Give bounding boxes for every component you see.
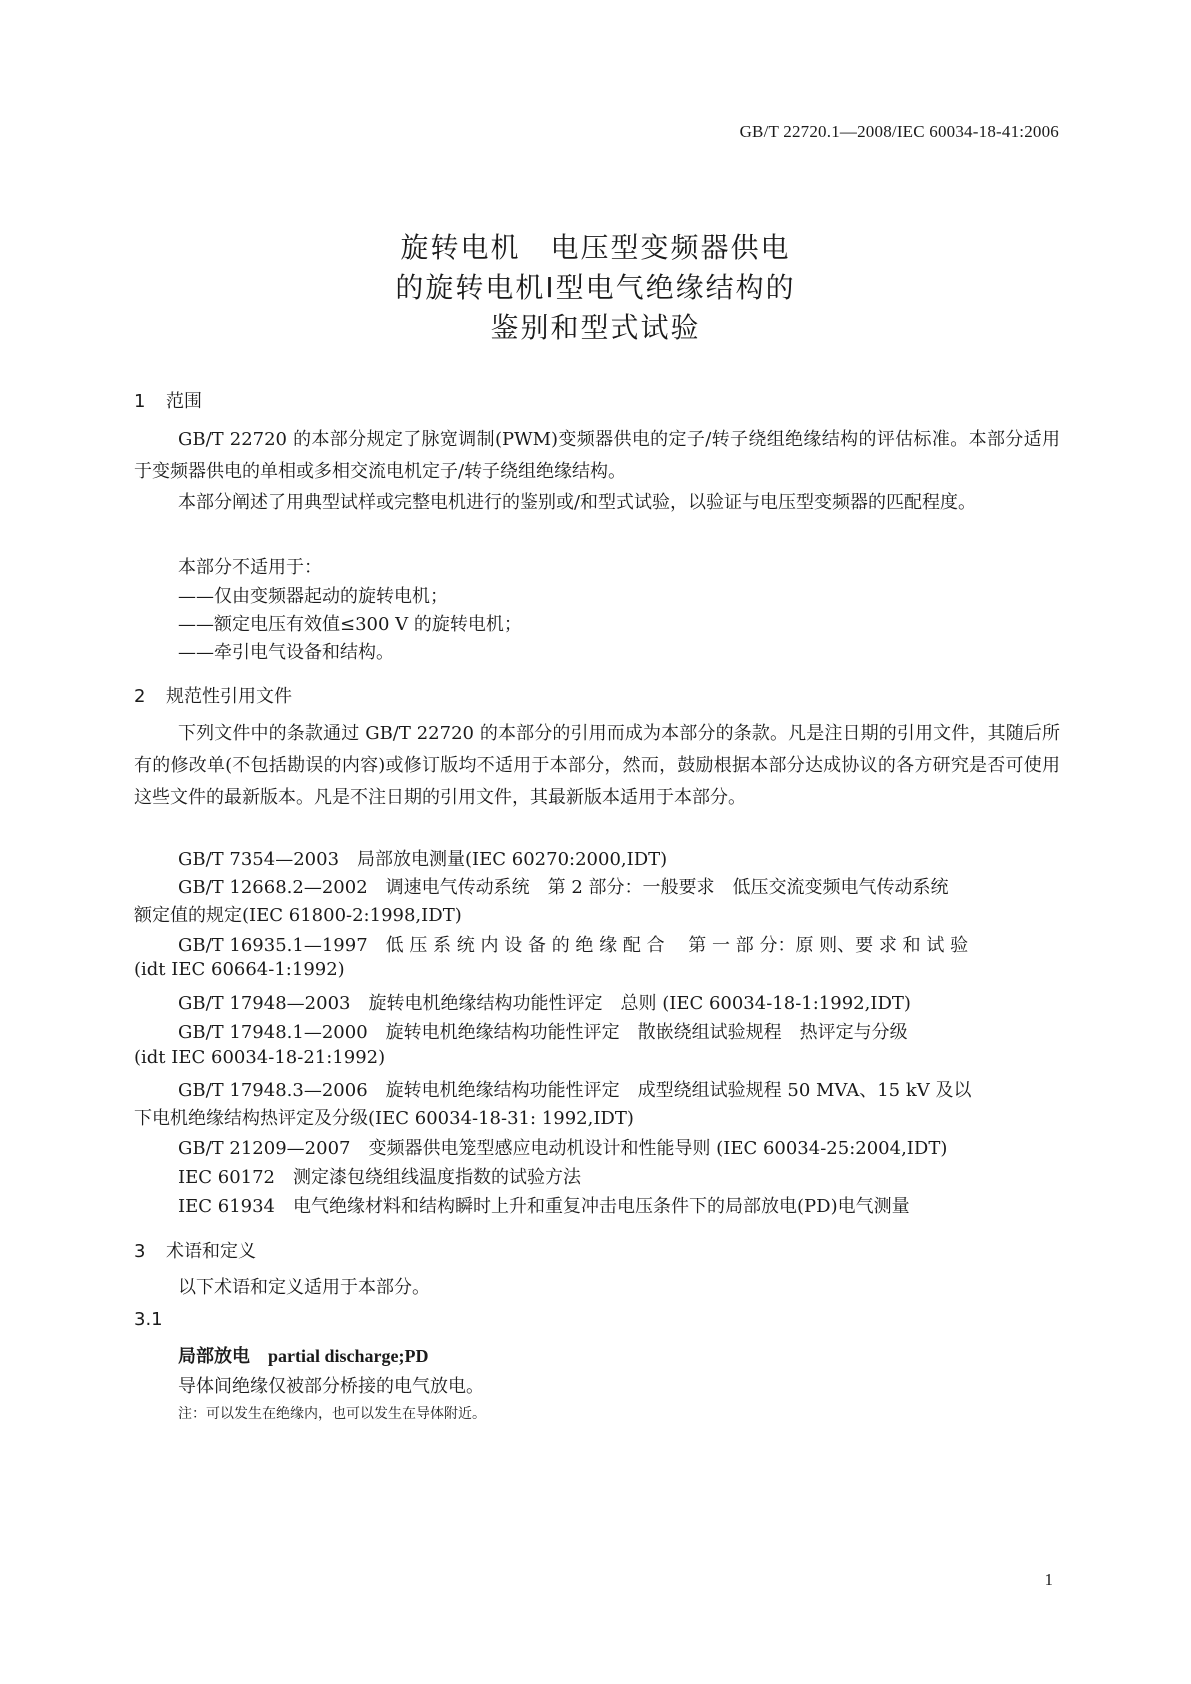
reference-item-continued: 下电机绝缘结构热评定及分级(IEC 60034-18-31: 1992,IDT) (134, 1108, 634, 1129)
section-2-heading (134, 682, 292, 708)
paragraph: 以下术语和定义适用于本部分。 (178, 1277, 430, 1298)
title-line-1: 旋转电机 电压型变频器供电 (400, 231, 791, 264)
section-1-heading (134, 387, 202, 413)
paragraph: 本部分不适用于： (178, 557, 322, 578)
reference-item-continued: (idt IEC 60664-1:1992) (134, 959, 345, 980)
standard-code: GB/T 22720.1—2008/IEC 60034-18-41:2006 (739, 122, 1059, 141)
section-title: 术语和定义 (166, 1241, 256, 1262)
paragraph: 下列文件中的条款通过 GB/T 22720 的本部分的引用而成为本部分的条款。凡是注日期的引用文件，其随后所有的修改单(不包括勘误的内容)或修订版均不适用于本部分，然而，鼓励根据本部分达成协议的各方研究是否可使用这些文件的最新版本。凡是不注日期的引用文件，其最新版本适用于本部分。 (134, 723, 1060, 808)
term-english: partial discharge;PD (268, 1346, 429, 1366)
reference-item: GB/T 12668.2—2002 调速电气传动系统 第 2 部分：一般要求 低压交流变频电气传动系统 (178, 877, 949, 898)
section-title: 范围 (166, 391, 202, 412)
page-number: 1 (1044, 1570, 1053, 1589)
section-number: 2 (134, 686, 146, 707)
list-item: ——牵引电气设备和结构。 (178, 642, 394, 663)
term-chinese: 局部放电 (178, 1346, 250, 1367)
reference-item: IEC 61934 电气绝缘材料和结构瞬时上升和重复冲击电压条件下的局部放电(PD)电气测量 (178, 1196, 910, 1217)
paragraph: GB/T 22720 的本部分规定了脉宽调制(PWM)变频器供电的定子/转子绕组绝缘结构的评估标准。本部分适用于变频器供电的单相或多相交流电机定子/转子绕组绝缘结构。 (134, 429, 1060, 482)
document-title (0, 228, 1191, 348)
title-line-3: 鉴别和型式试验 (490, 311, 701, 344)
list-item: ——仅由变频器起动的旋转电机； (178, 586, 448, 607)
term-note: 注：可以发生在绝缘内，也可以发生在导体附近。 (178, 1406, 486, 1422)
term-definition: 导体间绝缘仅被部分桥接的电气放电。 (178, 1376, 484, 1397)
section-number: 3 (134, 1241, 146, 1262)
reference-item: GB/T 16935.1—1997 低 压 系 统 内 设 备 的 绝 缘 配 合 第 一 部 分：原 则、要 求 和 试 验 (178, 935, 969, 956)
list-item: ——额定电压有效值≤300 V 的旋转电机； (178, 614, 522, 635)
reference-item: GB/T 7354—2003 局部放电测量(IEC 60270:2000,IDT) (178, 849, 668, 870)
reference-item: GB/T 17948.3—2006 旋转电机绝缘结构功能性评定 成型绕组试验规程 50 MVA、15 kV 及以 (178, 1080, 972, 1101)
term-number: 3.1 (134, 1309, 163, 1330)
reference-item: IEC 60172 测定漆包绕组线温度指数的试验方法 (178, 1167, 582, 1188)
section-3-heading (134, 1237, 256, 1263)
section-number: 1 (134, 391, 146, 412)
title-line-2: 的旋转电机Ⅰ型电气绝缘结构的 (395, 271, 796, 304)
reference-item-continued: 额定值的规定(IEC 61800-2:1998,IDT) (134, 905, 462, 926)
reference-item: GB/T 21209—2007 变频器供电笼型感应电动机设计和性能导则 (IEC 60034-25:2004,IDT) (178, 1138, 948, 1159)
term-heading (178, 1342, 428, 1368)
reference-item: GB/T 17948.1—2000 旋转电机绝缘结构功能性评定 散嵌绕组试验规程 热评定与分级 (178, 1022, 908, 1043)
reference-item-continued: (idt IEC 60034-18-21:1992) (134, 1047, 386, 1068)
paragraph: 本部分阐述了用典型试样或完整电机进行的鉴别或/和型式试验，以验证与电压型变频器的匹配程度。 (178, 492, 977, 513)
section-title: 规范性引用文件 (166, 686, 292, 707)
reference-item: GB/T 17948—2003 旋转电机绝缘结构功能性评定 总则 (IEC 60034-18-1:1992,IDT) (178, 993, 911, 1014)
